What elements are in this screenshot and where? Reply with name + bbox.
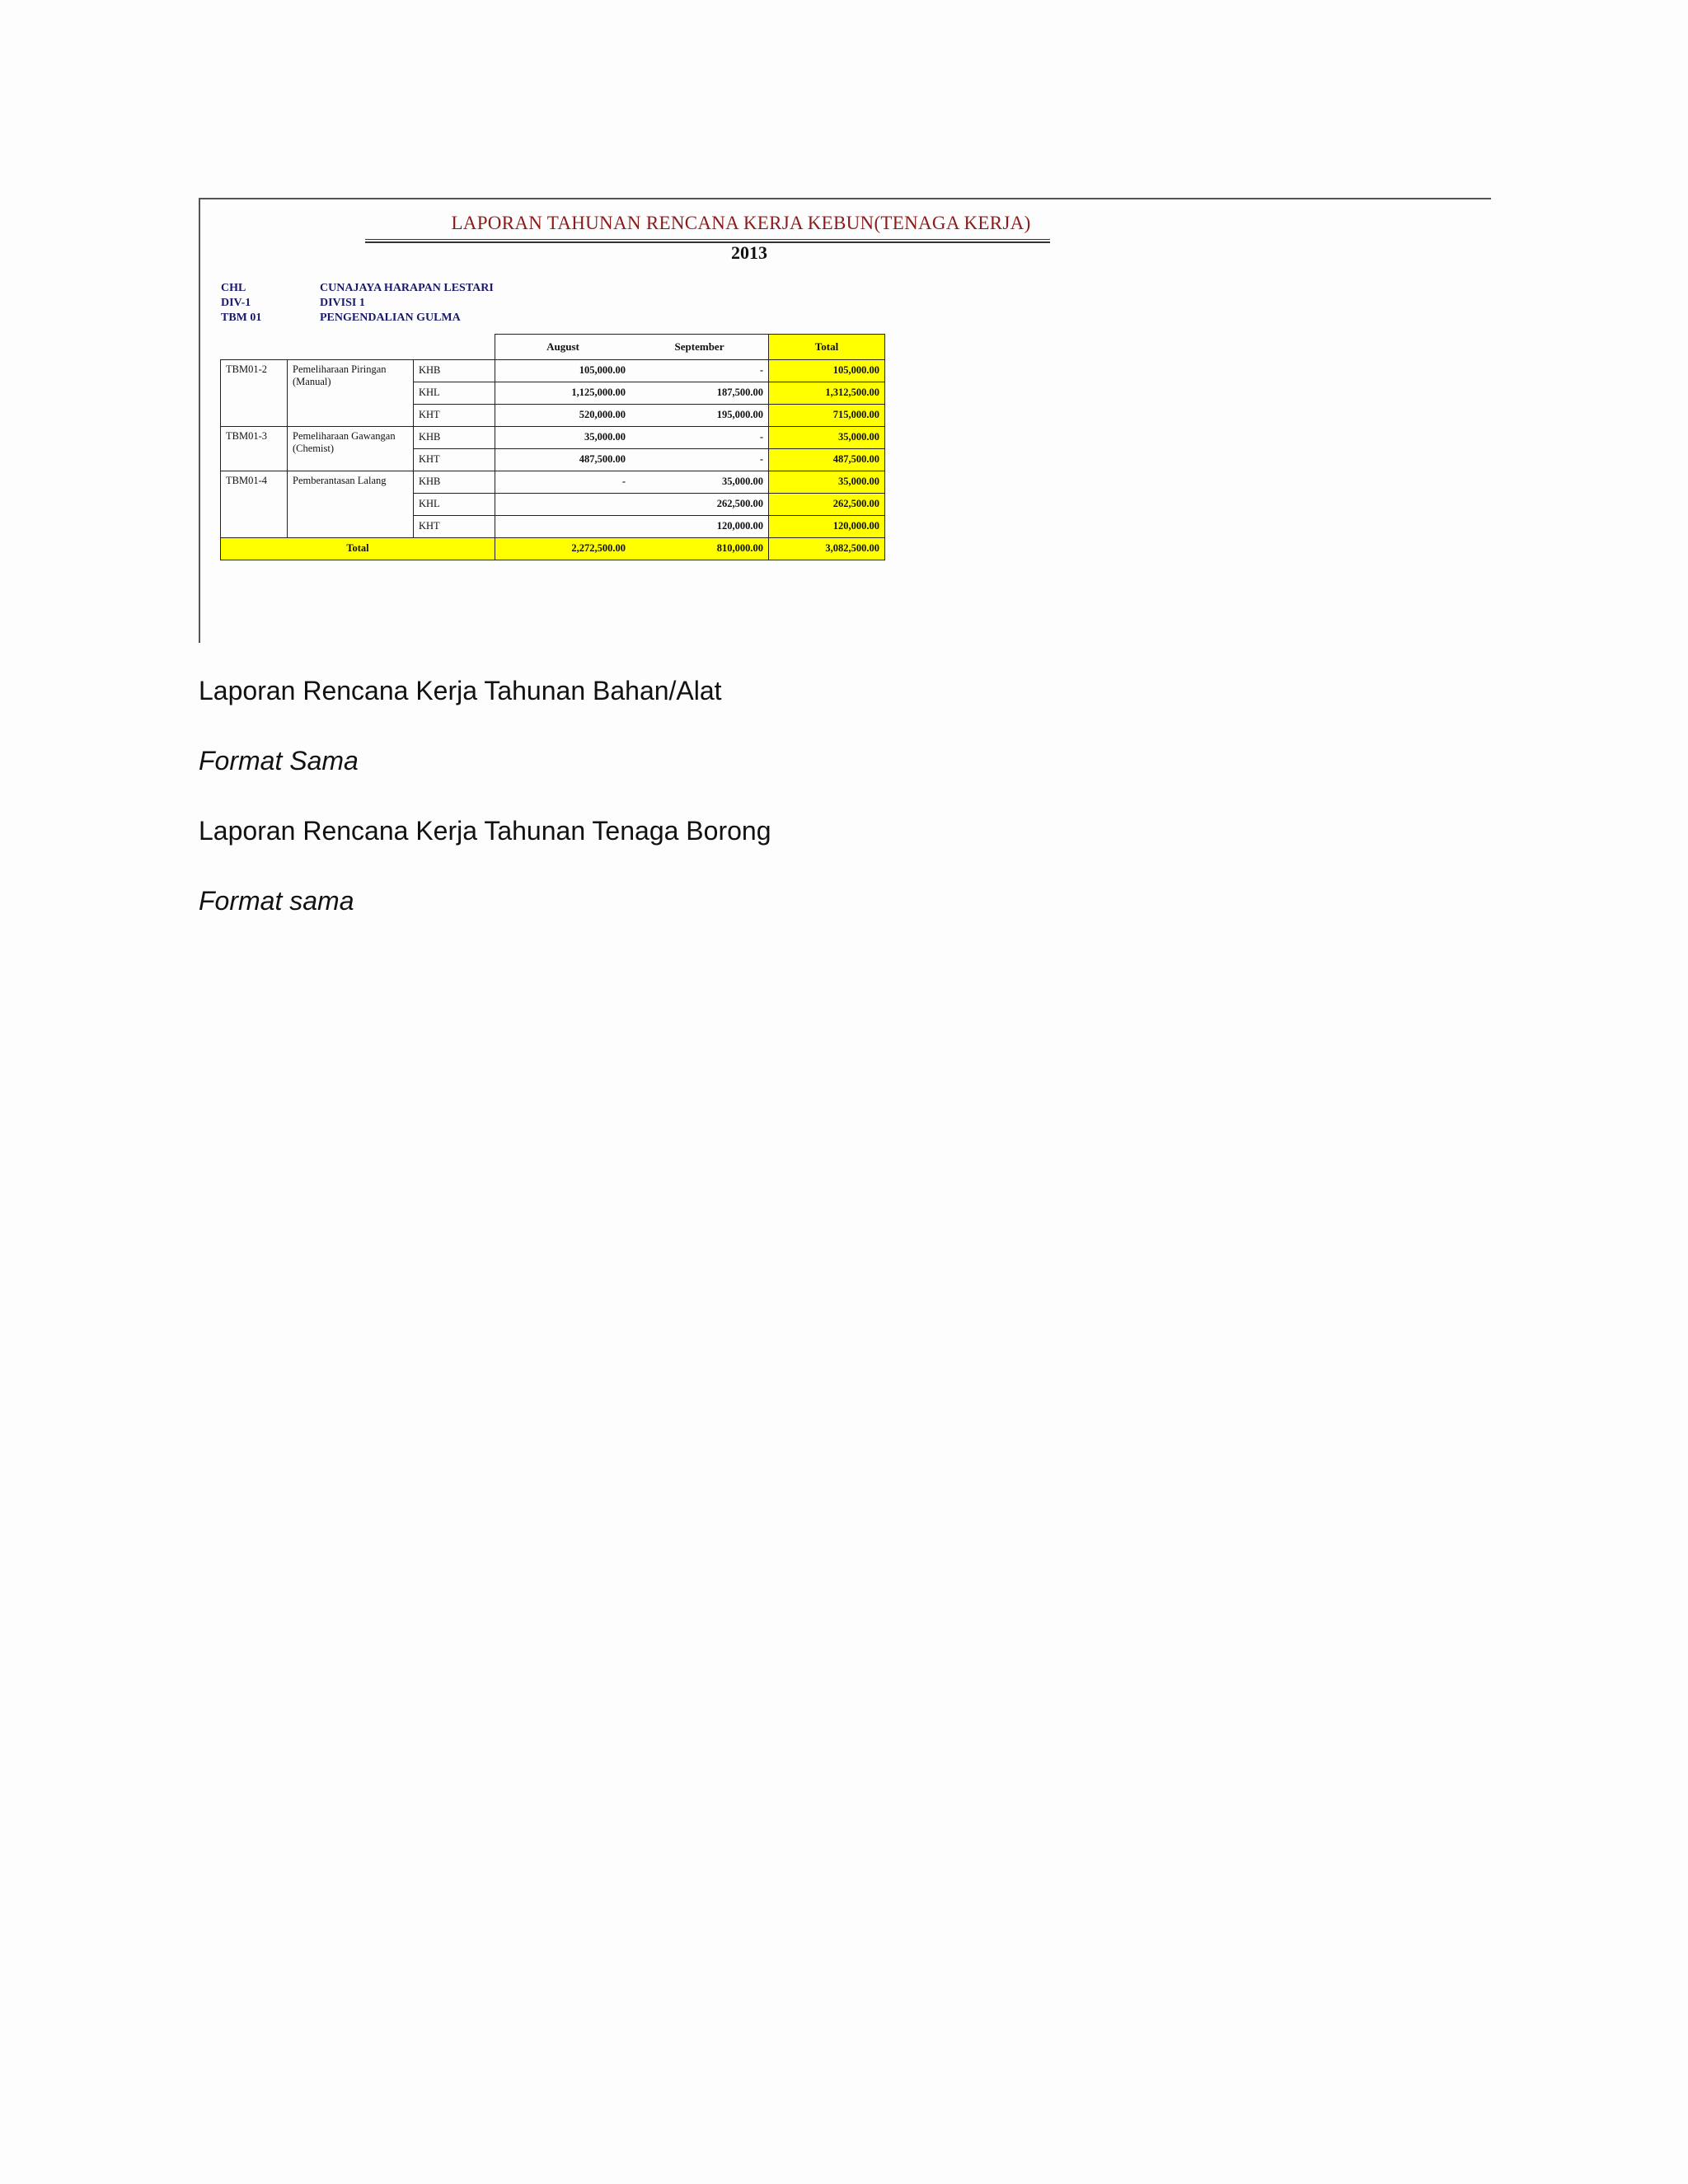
meta-code: CHL [221, 282, 246, 294]
row-total: 487,500.00 [769, 448, 885, 471]
labor-type: KHL [414, 493, 495, 515]
meta-value: CUNAJAYA HARAPAN LESTARI [320, 282, 494, 294]
table-row [221, 359, 885, 382]
meta-row [221, 282, 494, 297]
doc-paragraph: Laporan Rencana Kerja Tahunan Bahan/Alat [199, 676, 722, 705]
doc-paragraph: Format Sama [199, 746, 359, 776]
august-value: 520,000.00 [495, 404, 631, 426]
row-total: 35,000.00 [769, 426, 885, 448]
labor-type: KHT [414, 515, 495, 537]
table-row [221, 426, 885, 448]
labor-type: KHT [414, 404, 495, 426]
row-total: 715,000.00 [769, 404, 885, 426]
row-total: 262,500.00 [769, 493, 885, 515]
row-total: 35,000.00 [769, 471, 885, 493]
grand-total-label: Total [221, 537, 495, 560]
row-total: 1,312,500.00 [769, 382, 885, 404]
meta-code: DIV-1 [221, 297, 251, 309]
august-value: - [495, 471, 631, 493]
september-value: 262,500.00 [631, 493, 769, 515]
august-value: 35,000.00 [495, 426, 631, 448]
report-table [220, 334, 885, 560]
september-value: 35,000.00 [631, 471, 769, 493]
meta-code: TBM 01 [221, 312, 262, 324]
grand-total-value: 3,082,500.00 [769, 537, 885, 560]
labor-type: KHB [414, 471, 495, 493]
september-value: - [631, 359, 769, 382]
september-value: 187,500.00 [631, 382, 769, 404]
table-row [221, 471, 885, 493]
row-total: 105,000.00 [769, 359, 885, 382]
report-title: LAPORAN TAHUNAN RENCANA KERJA KEBUN(TENAGA KERJA) [451, 213, 1031, 233]
report-year: 2013 [731, 242, 767, 263]
meta-value: PENGENDALIAN GULMA [320, 312, 461, 324]
meta-value: DIVISI 1 [320, 297, 365, 309]
september-value: - [631, 448, 769, 471]
activity-desc: Pemberantasan Lalang [288, 471, 414, 537]
august-value [495, 515, 631, 537]
august-value: 487,500.00 [495, 448, 631, 471]
meta-row [221, 297, 494, 312]
header-august: August [495, 335, 631, 360]
august-value [495, 493, 631, 515]
table-header-row [221, 335, 885, 360]
september-value: - [631, 426, 769, 448]
meta-row [221, 312, 494, 326]
grand-total-row [221, 537, 885, 560]
activity-code: TBM01-4 [221, 471, 288, 537]
september-value: 120,000.00 [631, 515, 769, 537]
august-value: 105,000.00 [495, 359, 631, 382]
activity-code: TBM01-2 [221, 359, 288, 426]
doc-paragraph: Laporan Rencana Kerja Tahunan Tenaga Borong [199, 816, 771, 846]
report-image [199, 198, 1491, 643]
row-total: 120,000.00 [769, 515, 885, 537]
report-meta [221, 282, 494, 326]
labor-type: KHB [414, 359, 495, 382]
doc-paragraph: Format sama [199, 886, 354, 916]
grand-total-september: 810,000.00 [631, 537, 769, 560]
august-value: 1,125,000.00 [495, 382, 631, 404]
grand-total-august: 2,272,500.00 [495, 537, 631, 560]
activity-desc: Pemeliharaan Piringan (Manual) [288, 359, 414, 426]
labor-type: KHT [414, 448, 495, 471]
activity-code: TBM01-3 [221, 426, 288, 471]
labor-type: KHB [414, 426, 495, 448]
september-value: 195,000.00 [631, 404, 769, 426]
header-total: Total [769, 335, 885, 360]
labor-type: KHL [414, 382, 495, 404]
activity-desc: Pemeliharaan Gawangan (Chemist) [288, 426, 414, 471]
header-september: September [631, 335, 769, 360]
